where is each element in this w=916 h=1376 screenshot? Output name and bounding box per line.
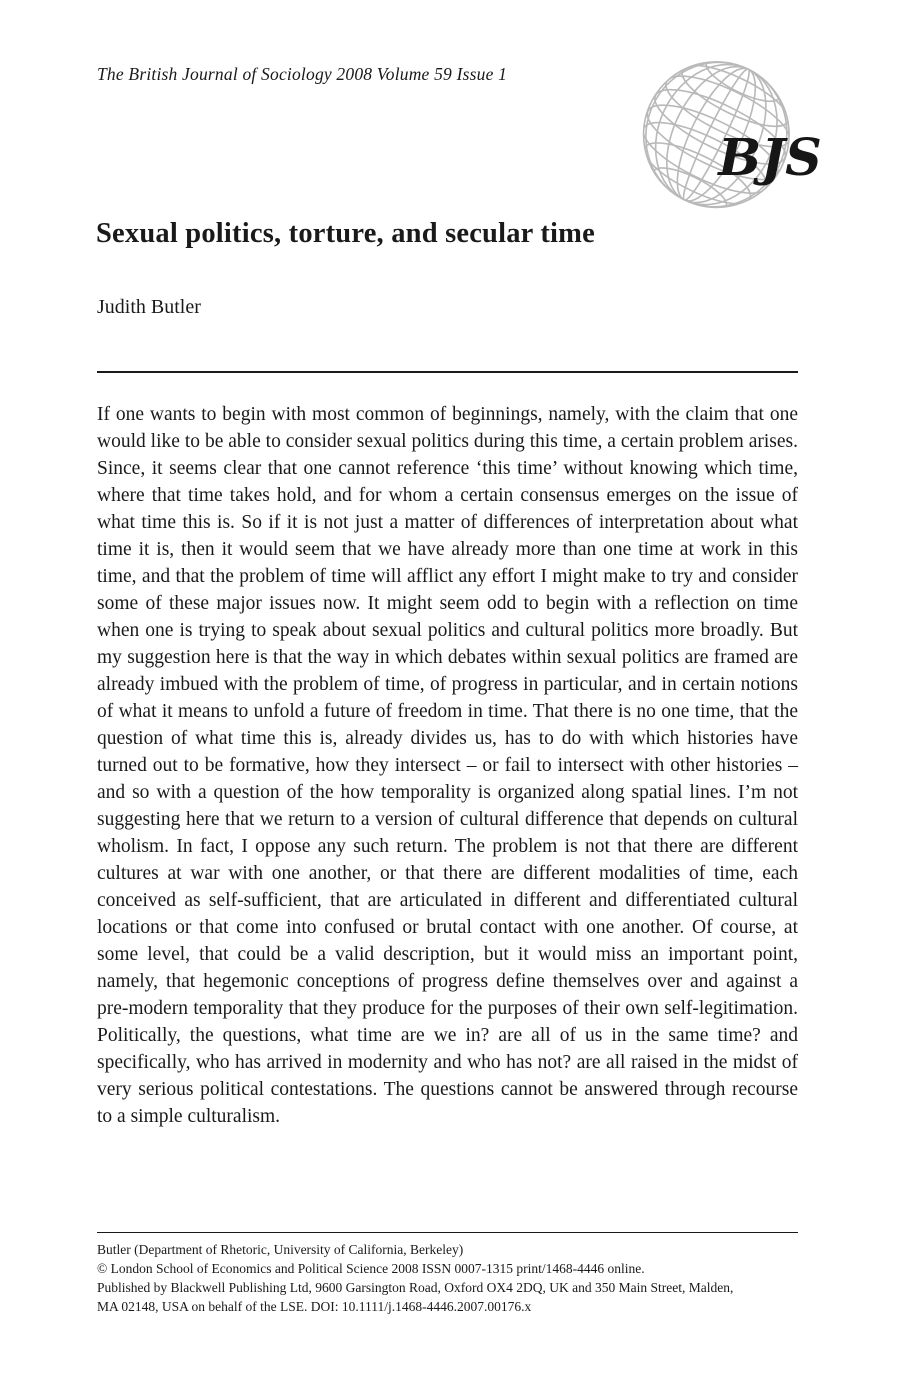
article-title: Sexual politics, torture, and secular time (96, 218, 595, 249)
logo-text: BJS (718, 126, 820, 187)
footer-publisher-line: Published by Blackwell Publishing Ltd, 9600 Garsington Road, Oxford OX4 2DQ, UK and 350 Main Street, Malden, (97, 1280, 734, 1295)
globe-wireframe-icon (628, 58, 820, 216)
footer-block (97, 1240, 817, 1316)
title-divider-rule (97, 371, 798, 373)
journal-header-line: The British Journal of Sociology 2008 Volume 59 Issue 1 (97, 64, 508, 84)
footer-doi-line: MA 02148, USA on behalf of the LSE. DOI: 10.1111/j.1468-4446.2007.00176.x (97, 1299, 532, 1314)
bjs-globe-logo (628, 58, 820, 216)
author-name: Judith Butler (97, 296, 201, 318)
footer-divider-rule (97, 1232, 798, 1233)
footer-copyright-line: © London School of Economics and Political Science 2008 ISSN 0007-1315 print/1468-4446 online. (97, 1261, 645, 1276)
footer-affiliation-line: Butler (Department of Rhetoric, University of California, Berkeley) (97, 1242, 464, 1257)
article-body-paragraph: If one wants to begin with most common of beginnings, namely, with the claim that one would like to be able to consider sexual politics during this time, a certain problem arises. Since, it seems clear that one cannot reference ‘this time’ without knowing which time, where that time takes hold, and for whom a certain consensus emerges on the issue of what time this is. So if it is not just a matter of differences of interpretation about what time it is, then it would seem that we have already more than one time at work in this time, and that the problem of time will afflict any effort I might make to try and consider some of these major issues now. It might seem odd to begin with a reflection on time when one is trying to speak about sexual politics and cultural politics more broadly. But my suggestion here is that the way in which debates within sexual politics are framed are already imbued with the problem of time, of progress in particular, and in certain notions of what it means to unfold a future of freedom in time. That there is no one time, that the question of what time this is, already divides us, has to do with which histories have turned out to be formative, how they intersect – or fail to intersect with other histories – and so with a question of the how temporality is organized along spatial lines. I’m not suggesting here that we return to a version of cultural difference that depends on cultural wholism. In fact, I oppose any such return. The problem is not that there are different cultures at war with one another, or that there are different modalities of time, each conceived as self-sufficient, that are articulated in different and differentiated cultural locations or that come into confused or brutal contact with one another. Of course, at some level, that could be a valid description, but it would miss an important point, namely, that hegemonic conceptions of progress define themselves over and against a pre-modern temporality that they produce for the purposes of their own self-legitimation. Politically, the questions, what time are we in? are all of us in the same time? and specifically, who has arrived in modernity and who has not? are all raised in the midst of very serious political contestations. The questions cannot be answered through recourse to a simple culturalism. (97, 404, 798, 1127)
